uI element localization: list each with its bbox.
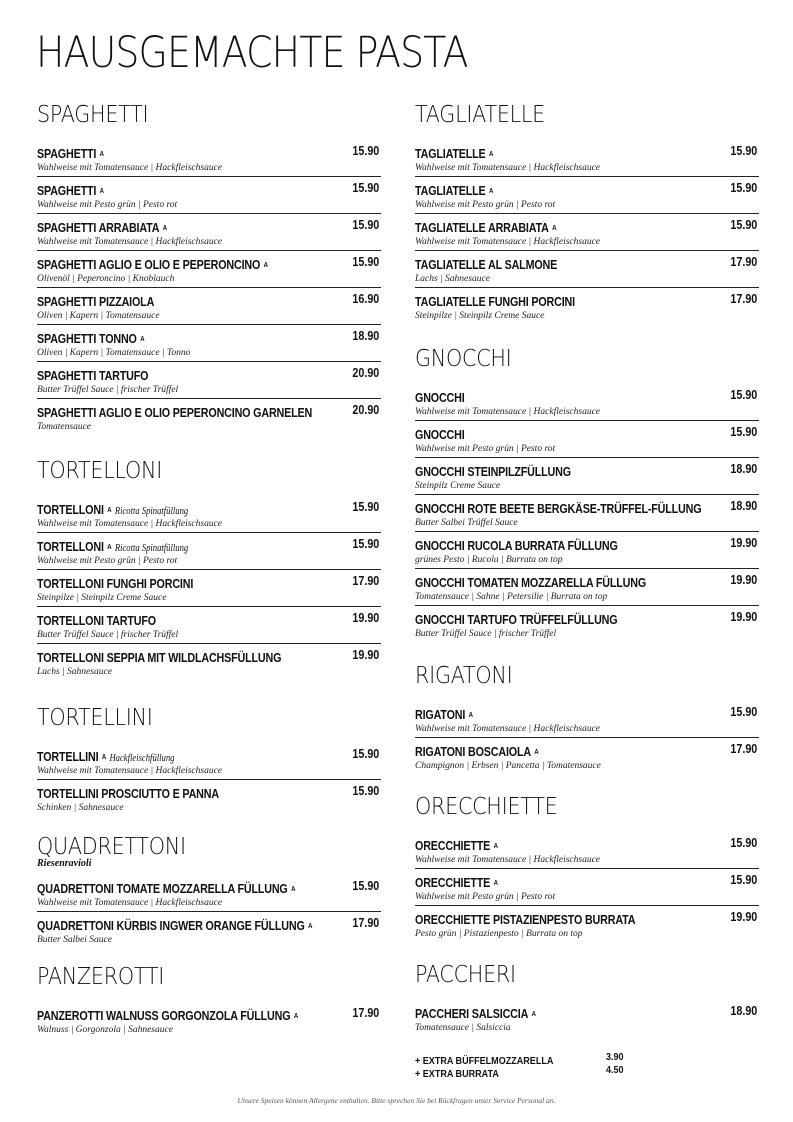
- dish-price: 19.90: [352, 611, 379, 625]
- dish-title: TAGLIATELLE ARRABIATA: [415, 221, 549, 235]
- menu-item: [415, 251, 759, 288]
- dish-price: 15.90: [352, 255, 379, 269]
- dish-title: GNOCCHI: [415, 391, 465, 405]
- menu-item: [37, 251, 381, 288]
- allergen-marker: A: [308, 923, 313, 930]
- dish-title: SPAGHETTI ARRABIATA: [37, 221, 160, 235]
- dish-title: GNOCCHI ROTE BEETE BERGKÄSE-TRÜFFEL-FÜLLUNG: [415, 502, 702, 516]
- menu-item: [37, 214, 381, 251]
- allergen-marker: A: [531, 1011, 536, 1018]
- menu-item: [415, 606, 759, 643]
- section-title: SPAGHETTI: [37, 102, 149, 128]
- item-list: [415, 832, 759, 943]
- dish-price: 15.90: [352, 784, 379, 798]
- dish-name: [37, 148, 104, 161]
- item-list: [415, 384, 759, 643]
- dish-description: grünes Pesto | Rucola | Burrata on top: [415, 555, 563, 565]
- dish-price: 15.90: [730, 873, 757, 887]
- dish-description: Wahlweise mit Pesto grün | Pesto rot: [37, 556, 178, 566]
- dish-description: Tomatensauce | Salsiccia: [415, 1023, 511, 1033]
- dish-price: 17.90: [352, 916, 379, 930]
- menu-section: [415, 663, 759, 775]
- allergen-marker: A: [107, 507, 112, 514]
- dish-name: [37, 1010, 298, 1023]
- dish-price: 15.90: [730, 425, 757, 439]
- dish-description: Butter Trüffel Sauce | frischer Trüffel: [415, 629, 557, 639]
- item-list: [37, 496, 381, 681]
- dish-name: [415, 577, 646, 590]
- dish-name: [415, 429, 465, 442]
- menu-item: [37, 288, 381, 325]
- allergen-marker: A: [107, 544, 112, 551]
- item-list: [37, 1002, 381, 1039]
- dish-description: Olivenöl | Peperoncino | Knoblauch: [37, 274, 175, 284]
- dish-name: [415, 296, 575, 309]
- section-title: GNOCCHI: [415, 346, 512, 372]
- menu-section: [37, 705, 381, 817]
- menu-item: [415, 458, 759, 495]
- dish-description: Champignon | Erbsen | Pancetta | Tomatensauce: [415, 761, 601, 771]
- dish-title: SPAGHETTI TARTUFO: [37, 369, 149, 383]
- dish-description: Schinken | Sahnesauce: [37, 803, 124, 813]
- menu-item: [415, 701, 759, 738]
- dish-name: [37, 578, 193, 591]
- dish-price: 15.90: [730, 705, 757, 719]
- menu-item: [415, 738, 759, 775]
- section-title: ORECCHIETTE: [415, 794, 558, 820]
- menu-item: [415, 832, 759, 869]
- dish-price: 15.90: [730, 218, 757, 232]
- dish-name: [37, 615, 156, 628]
- dish-price: 16.90: [352, 292, 379, 306]
- section-title: RIGATONI: [415, 663, 513, 689]
- dish-description: Oliven | Kapern | Tomatensauce: [37, 311, 160, 321]
- dish-name: [37, 920, 312, 933]
- dish-description: Wahlweise mit Pesto grün | Pesto rot: [415, 444, 556, 454]
- dish-description: Wahlweise mit Tomatensauce | Hackfleischsauce: [37, 766, 223, 776]
- extra-price: 4.50: [606, 1064, 624, 1076]
- dish-price: 18.90: [730, 1004, 757, 1018]
- dish-title: TORTELLONI FUNGHI PORCINI: [37, 577, 194, 591]
- dish-price: 15.90: [352, 500, 379, 514]
- dish-filling: Ricotta Spinatfüllung: [114, 506, 189, 517]
- dish-description: Butter Trüffel Sauce | frischer Trüffel: [37, 385, 179, 395]
- allergen-marker: A: [263, 262, 268, 269]
- dish-name: [37, 652, 281, 665]
- dish-title: TORTELLONI SEPPIA MIT WILDLACHSFÜLLUNG: [37, 651, 282, 665]
- dish-name: [415, 540, 618, 553]
- dish-name: [37, 259, 268, 272]
- menu-item: [37, 362, 381, 399]
- dish-price: 19.90: [352, 648, 379, 662]
- allergen-marker: A: [99, 188, 104, 195]
- dish-description: Wahlweise mit Tomatensauce | Hackfleischsauce: [415, 855, 601, 865]
- menu-item: [415, 140, 759, 177]
- section-title: TAGLIATELLE: [415, 102, 545, 128]
- dish-name: [415, 466, 571, 479]
- allergen-marker: A: [489, 151, 494, 158]
- dish-name: [415, 259, 557, 272]
- dish-price: 19.90: [730, 910, 757, 924]
- dish-price: 19.90: [730, 610, 757, 624]
- dish-name: [415, 914, 635, 927]
- menu-section: [415, 346, 759, 643]
- dish-filling: Hackfleischfüllung: [109, 753, 175, 764]
- dish-name: [415, 185, 493, 198]
- item-list: [37, 875, 381, 949]
- dish-title: PACCHERI SALSICCIA: [415, 1007, 529, 1021]
- dish-name: [415, 746, 539, 759]
- dish-title: ORECCHIETTE PISTAZIENPESTO BURRATA: [415, 913, 636, 927]
- dish-price: 15.90: [352, 218, 379, 232]
- dish-price: 18.90: [730, 462, 757, 476]
- dish-description: Wahlweise mit Tomatensauce | Hackfleischsauce: [415, 724, 601, 734]
- dish-description: Steinpilze | Steinpilz Creme Sauce: [415, 311, 545, 321]
- dish-price: 15.90: [730, 181, 757, 195]
- dish-description: Steinpilze | Steinpilz Creme Sauce: [37, 593, 167, 603]
- menu-item: [415, 384, 759, 421]
- menu-item: [37, 743, 381, 780]
- menu-item: [415, 532, 759, 569]
- allergen-marker: A: [489, 188, 494, 195]
- menu-section: [37, 964, 381, 1039]
- dish-name: [415, 222, 556, 235]
- dish-price: 17.90: [352, 1006, 379, 1020]
- dish-price: 18.90: [730, 499, 757, 513]
- dish-title: ORECCHIETTE: [415, 876, 491, 890]
- extras-list: [415, 1051, 645, 1080]
- dish-name: [37, 370, 148, 383]
- dish-title: RIGATONI BOSCAIOLA: [415, 745, 531, 759]
- dish-name: [415, 148, 493, 161]
- allergen-marker: A: [140, 336, 145, 343]
- item-list: [37, 743, 381, 817]
- dish-title: GNOCCHI TOMATEN MOZZARELLA FÜLLUNG: [415, 576, 647, 590]
- menu-item: [37, 177, 381, 214]
- menu-item: [415, 288, 759, 325]
- menu-item: [415, 495, 759, 532]
- dish-title: SPAGHETTI PIZZAIOLA: [37, 295, 155, 309]
- section-title: QUADRETTONI: [37, 834, 186, 860]
- dish-price: 17.90: [730, 292, 757, 306]
- menu-item: [37, 1002, 381, 1039]
- allergen-marker: A: [291, 886, 296, 893]
- menu-item: [37, 399, 381, 436]
- dish-price: 15.90: [352, 181, 379, 195]
- allergen-marker: A: [101, 754, 107, 761]
- dish-title: TAGLIATELLE: [415, 147, 486, 161]
- page-title: HAUSGEMACHTE PASTA: [36, 28, 468, 78]
- allergen-marker: A: [493, 843, 498, 850]
- dish-filling: Ricotta Spinatfüllung: [114, 543, 189, 554]
- allergen-marker: A: [493, 880, 498, 887]
- menu-item: [37, 875, 381, 912]
- dish-price: 15.90: [352, 537, 379, 551]
- menu-item: [37, 140, 381, 177]
- allergen-note: Unsere Speisen können Allergene enthalten. Bitte sprechen Sie bei Rückfragen unser Service Personal an.: [237, 1096, 556, 1105]
- menu-item: [37, 780, 381, 817]
- menu-item: [37, 570, 381, 607]
- dish-price: 15.90: [352, 747, 379, 761]
- dish-title: QUADRETTONI TOMATE MOZZARELLA FÜLLUNG: [37, 882, 288, 896]
- allergen-marker: A: [552, 225, 557, 232]
- dish-price: 20.90: [352, 366, 379, 380]
- allergen-marker: A: [162, 225, 167, 232]
- section-title: PANZEROTTI: [37, 964, 165, 990]
- menu-item: [415, 869, 759, 906]
- dish-price: 17.90: [730, 255, 757, 269]
- dish-description: Walnuss | Gorgonzola | Sahnesauce: [37, 1025, 173, 1035]
- dish-title: SPAGHETTI AGLIO E OLIO PEPERONCINO GARNELEN: [37, 406, 313, 420]
- menu-section: [37, 102, 381, 436]
- dish-description: Lachs | Sahnesauce: [415, 274, 490, 284]
- dish-price: 18.90: [352, 329, 379, 343]
- dish-name: [415, 1008, 536, 1021]
- menu-item: [415, 906, 759, 943]
- dish-title: TORTELLINI: [37, 750, 99, 764]
- dish-price: 15.90: [730, 144, 757, 158]
- dish-name: [37, 407, 312, 420]
- dish-name: [415, 392, 465, 405]
- dish-description: Wahlweise mit Pesto grün | Pesto rot: [415, 892, 556, 902]
- menu-item: [37, 496, 381, 533]
- extra-price: 3.90: [606, 1051, 624, 1063]
- dish-price: 15.90: [352, 144, 379, 158]
- dish-description: Wahlweise mit Tomatensauce | Hackfleischsauce: [37, 519, 223, 529]
- dish-name: [37, 185, 104, 198]
- dish-price: 20.90: [352, 403, 379, 417]
- dish-description: Wahlweise mit Tomatensauce | Hackfleischsauce: [37, 237, 223, 247]
- dish-name: [415, 877, 498, 890]
- menu-item: [415, 1000, 759, 1037]
- item-list: [37, 140, 381, 436]
- dish-description: Lachs | Sahnesauce: [37, 667, 112, 677]
- dish-title: TORTELLONI: [37, 503, 104, 517]
- menu-item: [415, 569, 759, 606]
- dish-price: 19.90: [730, 536, 757, 550]
- dish-name: [37, 788, 219, 801]
- dish-title: RIGATONI: [415, 708, 466, 722]
- extra-item: [415, 1064, 645, 1080]
- section-subtitle: Riesenravioli: [37, 858, 92, 869]
- dish-name: [415, 840, 498, 853]
- dish-title: SPAGHETTI: [37, 184, 97, 198]
- menu-item: [37, 644, 381, 681]
- dish-title: TORTELLONI TARTUFO: [37, 614, 156, 628]
- dish-title: SPAGHETTI AGLIO E OLIO E PEPERONCINO: [37, 258, 261, 272]
- menu-item: [415, 214, 759, 251]
- dish-description: Butter Salbei Sauce: [37, 935, 112, 945]
- dish-description: Wahlweise mit Tomatensauce | Hackfleischsauce: [37, 898, 223, 908]
- menu-section: [415, 794, 759, 943]
- dish-title: QUADRETTONI KÜRBIS INGWER ORANGE FÜLLUNG: [37, 919, 305, 933]
- dish-name: [37, 541, 188, 555]
- dish-title: GNOCCHI: [415, 428, 465, 442]
- extra-item: [415, 1051, 645, 1067]
- section-title: PACCHERI: [415, 962, 516, 988]
- menu-item: [415, 421, 759, 458]
- dish-name: [415, 614, 617, 627]
- dish-description: Butter Trüffel Sauce | frischer Trüffel: [37, 630, 179, 640]
- section-title: TORTELLONI: [37, 458, 163, 484]
- menu-item: [415, 177, 759, 214]
- dish-description: Wahlweise mit Pesto grün | Pesto rot: [37, 200, 178, 210]
- allergen-marker: A: [534, 749, 539, 756]
- dish-name: [37, 222, 167, 235]
- section-title: TORTELLINI: [37, 705, 153, 731]
- dish-name: [37, 504, 188, 518]
- dish-name: [415, 503, 701, 516]
- dish-title: TORTELLONI: [37, 540, 104, 554]
- dish-description: Wahlweise mit Tomatensauce | Hackfleischsauce: [415, 407, 601, 417]
- item-list: [415, 140, 759, 325]
- dish-title: GNOCCHI RUCOLA BURRATA FÜLLUNG: [415, 539, 618, 553]
- allergen-marker: A: [293, 1013, 299, 1020]
- dish-price: 19.90: [730, 573, 757, 587]
- dish-name: [37, 296, 154, 309]
- dish-description: Tomatensauce: [37, 422, 92, 432]
- dish-description: Tomatensauce | Sahne | Petersilie | Burrata on top: [415, 592, 608, 602]
- dish-title: PANZEROTTI WALNUSS GORGONZOLA FÜLLUNG: [37, 1009, 291, 1023]
- dish-name: [415, 709, 473, 722]
- dish-title: TAGLIATELLE FUNGHI PORCINI: [415, 295, 575, 309]
- menu-item: [37, 325, 381, 362]
- menu-item: [37, 533, 381, 570]
- dish-title: GNOCCHI STEINPILZFÜLLUNG: [415, 465, 571, 479]
- extra-label: + EXTRA BÜFFELMOZZARELLA: [415, 1055, 554, 1067]
- item-list: [415, 701, 759, 775]
- dish-description: Wahlweise mit Pesto grün | Pesto rot: [415, 200, 556, 210]
- allergen-marker: A: [99, 151, 104, 158]
- dish-description: Oliven | Kapern | Tomatensauce | Tonno: [37, 348, 191, 358]
- dish-price: 17.90: [352, 574, 379, 588]
- extra-label: + EXTRA BURRATA: [415, 1068, 499, 1080]
- dish-title: TAGLIATELLE AL SALMONE: [415, 258, 558, 272]
- dish-price: 15.90: [730, 388, 757, 402]
- dish-description: Steinpilz Creme Sauce: [415, 481, 501, 491]
- dish-description: Pesto grün | Pistazienpesto | Burrata on top: [415, 929, 583, 939]
- allergen-marker: A: [468, 712, 473, 719]
- dish-title: SPAGHETTI TONNO: [37, 332, 137, 346]
- dish-name: [37, 333, 144, 346]
- dish-price: 17.90: [730, 742, 757, 756]
- menu-section: [37, 834, 381, 949]
- dish-title: TORTELLINI PROSCIUTTO E PANNA: [37, 787, 219, 801]
- dish-title: SPAGHETTI: [37, 147, 97, 161]
- dish-title: ORECCHIETTE: [415, 839, 491, 853]
- dish-description: Butter Salbei Trüffel Sauce: [415, 518, 518, 528]
- dish-description: Wahlweise mit Tomatensauce | Hackfleischsauce: [415, 237, 601, 247]
- dish-description: Wahlweise mit Tomatensauce | Hackfleischsauce: [415, 163, 601, 173]
- menu-section: [37, 458, 381, 681]
- dish-title: TAGLIATELLE: [415, 184, 486, 198]
- dish-name: [37, 883, 295, 896]
- menu-item: [37, 912, 381, 949]
- dish-name: [37, 751, 174, 765]
- menu-section: [415, 962, 759, 1037]
- menu-item: [37, 607, 381, 644]
- dish-price: 15.90: [352, 879, 379, 893]
- dish-description: Wahlweise mit Tomatensauce | Hackfleischsauce: [37, 163, 223, 173]
- dish-price: 15.90: [730, 836, 757, 850]
- dish-title: GNOCCHI TARTUFO TRÜFFELFÜLLUNG: [415, 613, 618, 627]
- item-list: [415, 1000, 759, 1037]
- menu-section: [415, 102, 759, 325]
